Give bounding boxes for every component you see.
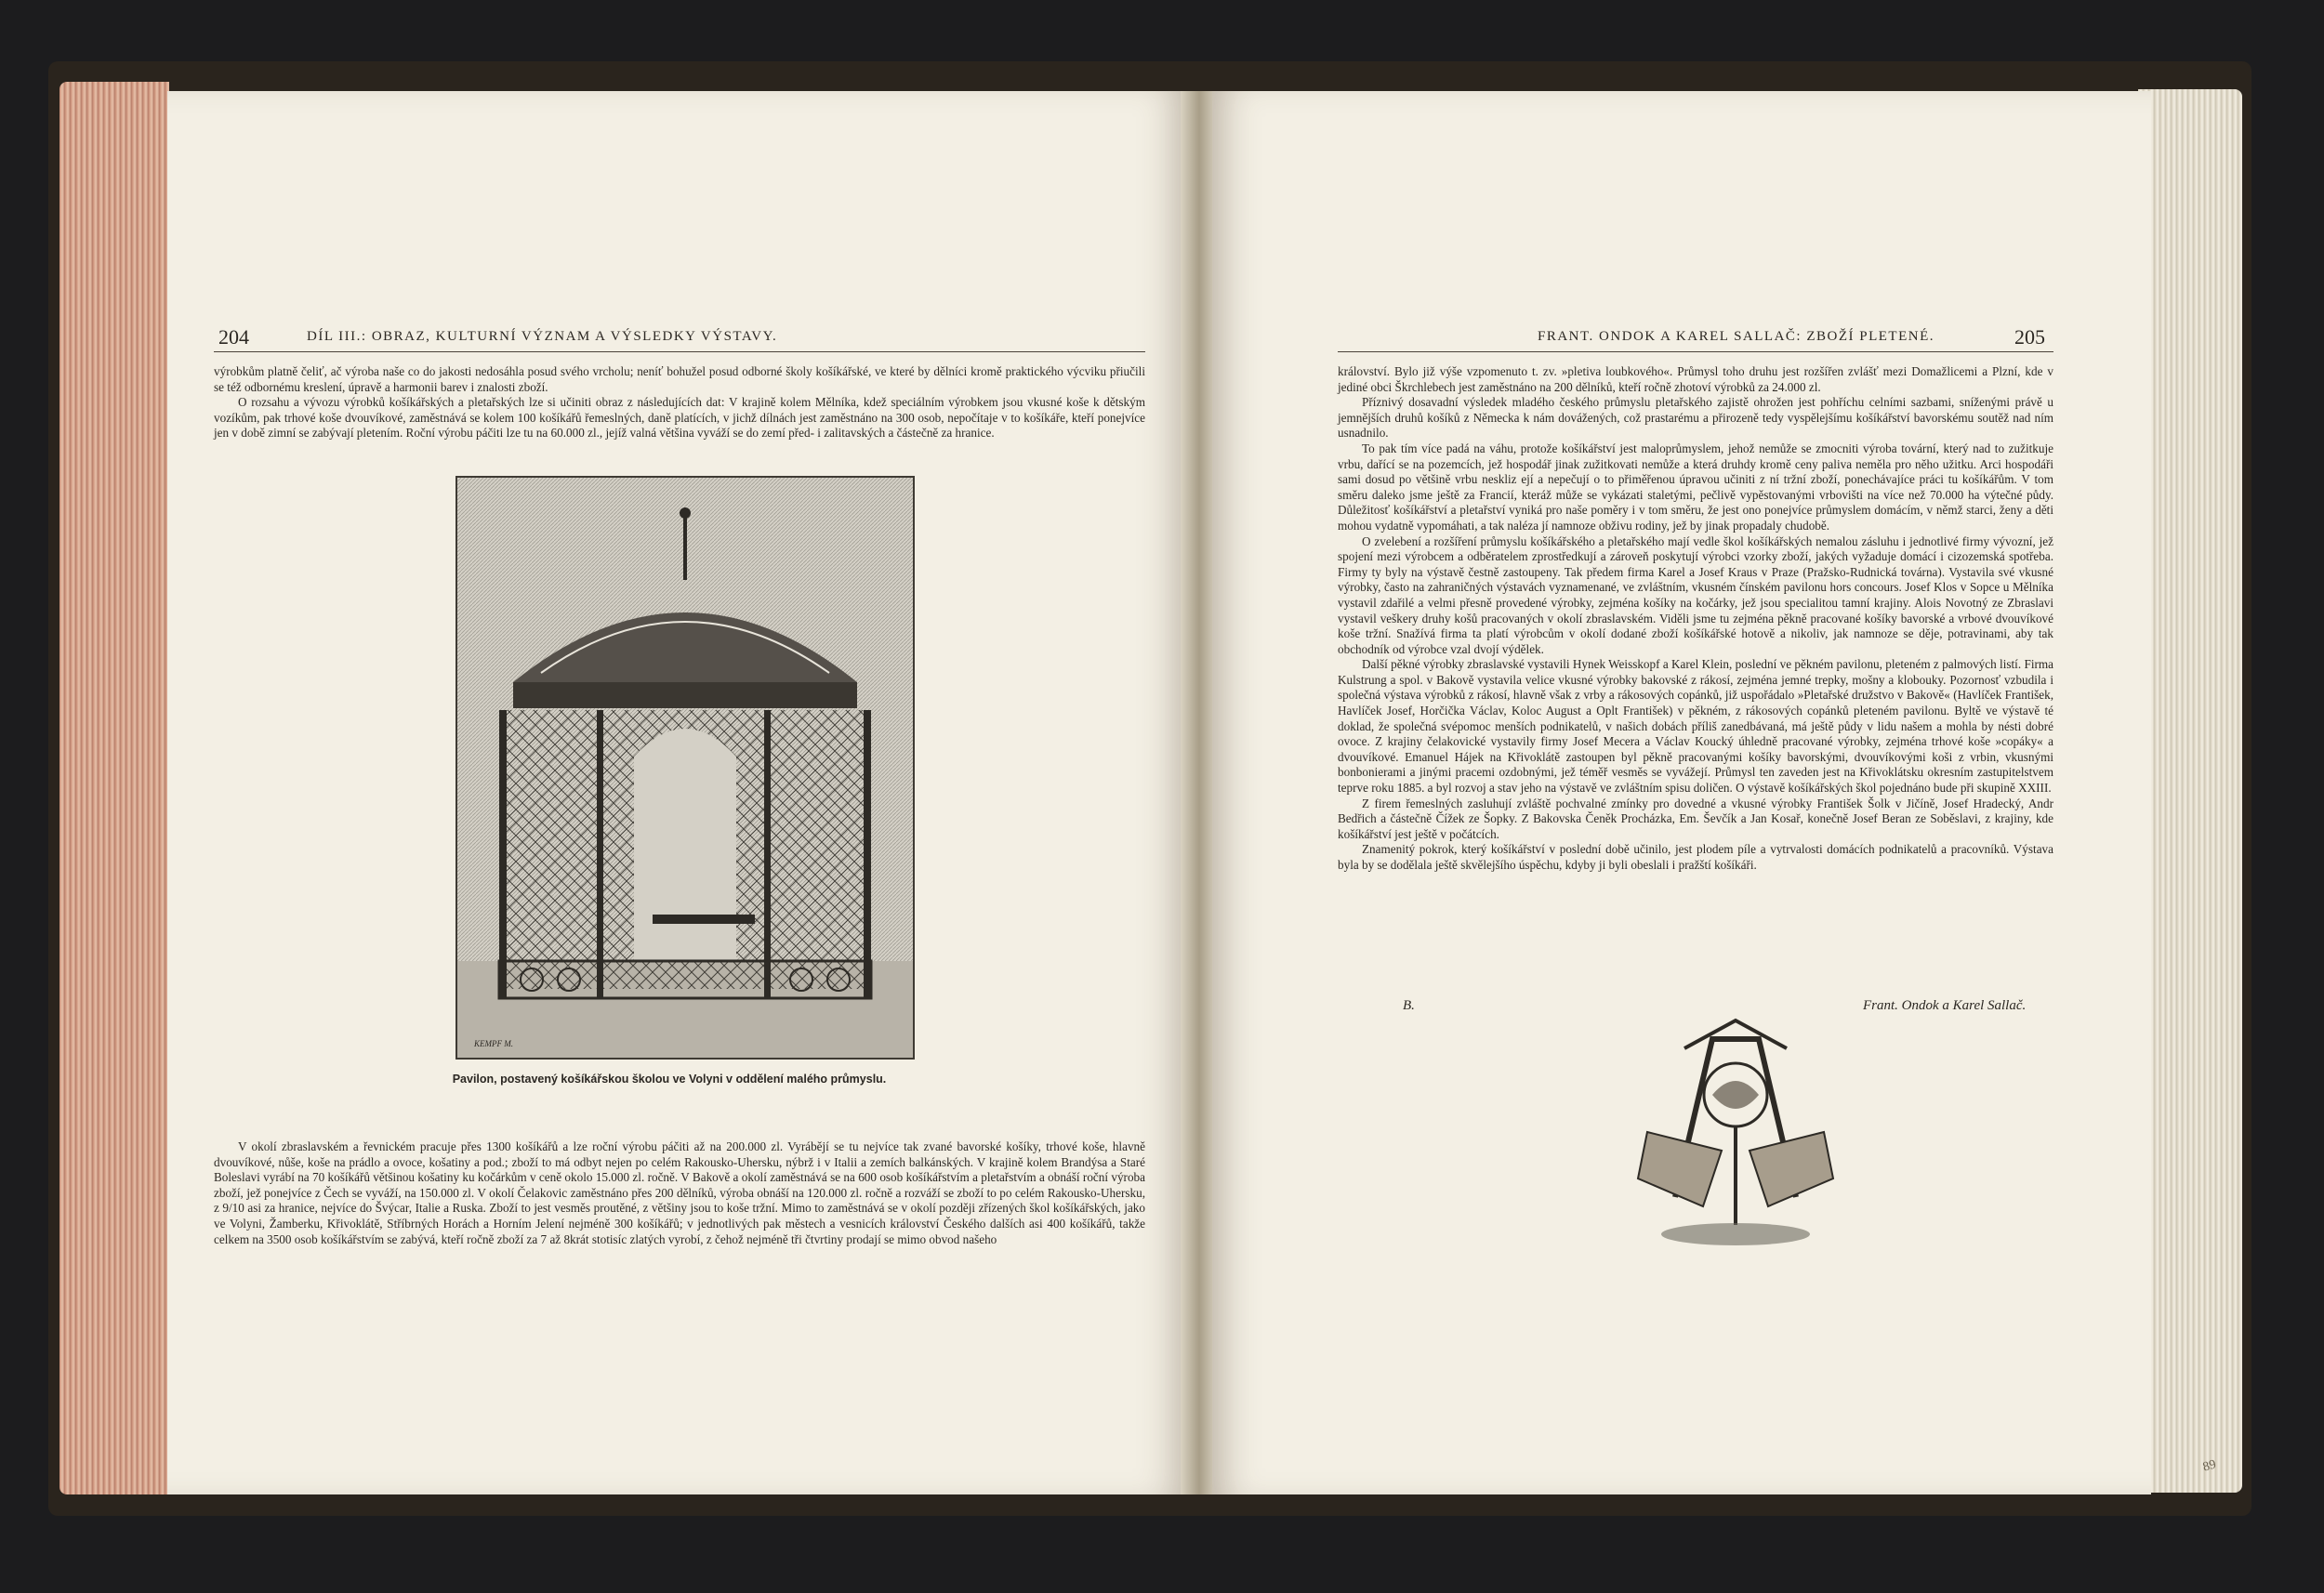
engraver-signature: KEMPF M.: [474, 1039, 513, 1048]
paragraph: Znamenitý pokrok, který košíkářství v poslední době učinilo, jest plodem píle a vytrvalosti domácích podnikatelů a pracovníků. Výstava byla by se dodělala ještě skvělejšího úspěchu, kdyby ji byli obeslali i pražští košíkáři.: [1338, 842, 2053, 872]
paragraph: výrobkům platně čeliť, ač výroba naše co do jakosti nedosáhla posud svého vrcholu; neníť bohužel posud odborné školy košíkářské, ve které by dělníci kromě praktického výcviku přiučili se též odbornému kreslení, úpravě a harmonii barev i znalosti zboží.: [214, 364, 1145, 394]
left-text-top: [214, 364, 1145, 441]
paragraph: V okolí zbraslavském a řevnickém pracuje přes 1300 košíkářů a lze roční výrobu páčiti až na 200.000 zl. Vyrábějí se tu nejvíce tak zvané bavorské košíky, trhové koše, hlavně dvouvíkové, nůše, koše na prádlo a ovoce, košatiny a pod.; zboží to má odbyt nejen po celém Rakousko-Uhersku, nýbrž i v Italii a zemích balkánských. V krajině kolem Brandýsa a Staré Boleslavi vyrábí na 70 košíkářů většinou košatiny ku kočárkům v ceně okolo 15.000 zl. ročně. V Bakově a okolí zaměstnává se na 600 osob košíkářstvím a pletařstvím a obnáší roční výroba zboží, jež ponejvíce z Čech se vyváží, na 150.000 zl. V okolí Čelakovic zaměstnáno přes 200 dělníků, výroba obnáší na 120.000 zl. ročně a rozváží se zboží to po celém Rakousko-Uhersku, z 9/10 asi za hranice, nejvíce do Švýcar, Italie a Ruska. Zboží to jest vesměs proutěné, z většiny jsou to koše tržní. Mimo to zaměstnává se v okolí později zřízených škol košíkářských, jako ve Volyni, Žamberku, Křivoklátě, Stříbrných Horách a Horním Jelení nejméně 300 košíkářů; v jednotlivých pak městech a vesnicích království Českého dalších asi 400 košíkářů, takže celkem na 3500 osob košíkářstvím se zabývá, kteří ročně zboží za 7 až 8krát stotisíc zlatých vyrobí, z čehož nejméně tři čtvrtiny prodají se mimo obvod našeho: [214, 1139, 1145, 1246]
header-rule-right: [1338, 351, 2053, 352]
pavilion-illustration: [456, 476, 915, 1060]
running-head-right: FRANT. ONDOK A KAREL SALLAČ: ZBOŽÍ PLETENÉ.: [1538, 329, 1934, 344]
paragraph: O rozsahu a vývozu výrobků košíkářských a pletařských lze si učiniti obraz z následujících dat: V krajině kolem Mělníka, kdež speciálním výrobkem jsou vkusné koše k dětským vozíkům, pak trhové koše dvouvíkové, zaměstnává se kolem 100 košíkářů řemeslných, daně platících, v jichž dílnách jest zaměstnáno na 300 osob, nepočítaje v to košíkáře, kteří ponejvíce jen v době zimní se zabývají pletením. Roční výrobu páčiti lze tu na 60.000 zl., jejíž valná většina vyváží se do zemí před- i zalitavských a částečně za hranice.: [214, 395, 1145, 441]
right-page: [1212, 91, 2151, 1494]
paragraph: Z firem řemeslných zasluhují zvláště pochvalné zmínky pro dovedné a vkusné výrobky František Šolk v Jičíně, Josef Hradecký, Andr Bedřich a částečně Čížek ze Šopky. Z Bakovska Čeněk Procházka, Em. Ševčík a Jan Kosař, konečně Josef Beran ze Soběslavi, z krajiny, kde košíkářství jest ještě v počátcích.: [1338, 796, 2053, 841]
page-number-left: 204: [218, 325, 249, 349]
paragraph: To pak tím více padá na váhu, protože košíkářství jest maloprůmyslem, jehož nemůže se zmocniti výroba tovární, který nad to zužitkuje vrbu, dařící se na pozemcích, jež hospodář jinak zužitkovati nemůže a která druhdy kromě ceny paliva neměla pro něho užitku. Arci hospodáři sami dosud po většině vrbu neskliz ejí a nepečují o to přiměřenou úpravou učiniti z ní tržní zboží, ponechávajíce práci tu košíkářům. V tom směru daleko jsme ještě za Francií, kteráž může se vykázati staletými, pečlivě vypěstovanými vrbovišti na více než 70.000 ha výtečné půdy. Důležitosť košíkářství a pletařství vyniká pro naše poměry i v tom směru, že jest ono ponejvíce průmyslem domácím, v němž starci, ženy a děti mohou vydatně vypomáhati, a tak naléza jí namnoze obživu rodiny, jež by jinak propadaly chudobě.: [1338, 441, 2053, 533]
figure-caption: Pavilon, postavený košíkářskou školou ve Volyni v oddělení malého průmyslu.: [452, 1073, 887, 1086]
header-rule-left: [214, 351, 1145, 352]
page-number-right: 205: [2014, 325, 2045, 349]
pavilion-engraving: [457, 478, 913, 1058]
signature-authors: Frant. Ondok a Karel Sallač.: [1863, 998, 2027, 1013]
paragraph: O zvelebení a rozšíření průmyslu košíkářského a pletařského mají vedle škol košíkářských nemalou zásluhu i jednotlivé firmy vývozní, jež spojení mezi výrobcem a odběratelem zprostředkují a zároveň poskytují výrobci vzorky zboží, jakých vyžaduje domácí i cizozemská spotřeba. Firmy ty byly na výstavě čestně zastoupeny. Tak předem firma Karel a Josef Kraus v Praze (Pražsko-Rudnická továrna). Vystavila své vkusné výrobky, často na zahraničných výstavách vyznamenané, ve zvláštním, vkusném čínském pavilonu hors concours. Josef Klos v Sopce u Mělníka vystavil zdařilé a velmi přesně provedené výrobky, zejména košíky na kočárky, jež jsou specialitou tamní krajiny. Alois Novotný ze Zbraslavi vystavil veškery druhy košů pracovaných v okolí zbraslavském. Viděli jsme tu zejména pěkně pracované košíky bavorské a vrbové dvouvíkové koše tržní. Snažívá firma ta platí výrobcům v okolí dodané zboží košíkářské hotově a nikoliv, jak namnoze se děje, potravinami, aby tak obchodník od výrobce vzal dvojí výdělek.: [1338, 533, 2053, 656]
page-edges-right: [2138, 89, 2242, 1493]
left-text-bottom: [214, 1139, 1145, 1247]
basket-ornament: [1629, 1011, 1842, 1253]
left-page: [167, 91, 1186, 1494]
signature-initial: B.: [1403, 998, 1415, 1013]
right-text: [1338, 364, 2053, 874]
page-edges-left: [59, 82, 169, 1494]
paragraph: království. Bylo již výše vzpomenuto t. zv. »pletiva loubkového«. Průmysl toho druhu jest rozšířen zvlášť mezi Domažlicemi a Plzní, kde v jediné obci Škrchlebech jest zaměstnáno na 200 dělníků, kteří ročně zhotoví výrobků za 24.000 zl.: [1338, 364, 2053, 394]
running-head-left: DÍL III.: OBRAZ, KULTURNÍ VÝZNAM A VÝSLEDKY VÝSTAVY.: [307, 329, 778, 344]
pencil-note: 89: [2201, 1457, 2218, 1475]
paragraph: Další pěkné výrobky zbraslavské vystavili Hynek Weisskopf a Karel Klein, poslední ve pěkném pavilonu, pleteném z palmových listí. Firma Kulstrung a spol. v Bakově vystavila velice vkusné výrobky bakovské z rákosí, zejména jemné trepky, mošny a klobouky. Pozornosť vzbudila i společná výstava výrobků z rákosí, hlavně však z vrby a rákosových copánků, již uspořádalo »Pletařské družstvo v Bakově« (Havlíček František, Havlíček Josef, Horčička Václav, Koloc August a Oplt František) v pěkném, z rákosových copánků pleteném pavilonu. Byltě ve výstavě té doklad, že společná svépomoc menších podnikatelů, v našich dobách příliš zanedbávaná, má ještě půdy v lidu našem a mohla by nésti dobré ovoce. Z krajiny čelakovické vystavily firmy Josef Mecera a Václav Koucký úhledně pracované výrobky, zejména trhové koše »copáky« a dvouvíkové. Emanuel Hájek na Křivoklátě zastoupen byl pěkně pracovanými košíky bavorskými, dvouvíkovými koši z vrbin, vkusnými bonbonierami a jinými pracemi ozdobnými, jež téměř vesměs se vyvážejí. Průmysl ten zaveden jest na Křivoklátsku okresním zastupitelstvem teprve roku 1885. a byl rozvoj a stav jeho na výstavě ve zvláštním spisu doličen. O výstavě košíkářských škol pojednáno bude při skupině XXIII.: [1338, 657, 2053, 796]
paragraph: Příznivý dosavadní výsledek mladého českého průmyslu pletařského zajistě ohrožen jest pohříchu celními sazbami, sníženými právě u jemnějších druhů košíků z Německa k nám dovážených, což prastarému a přirozeně tedy vyspělejšímu košíkářství bavorskému soutěž nad ním usnadnilo.: [1338, 395, 2053, 441]
